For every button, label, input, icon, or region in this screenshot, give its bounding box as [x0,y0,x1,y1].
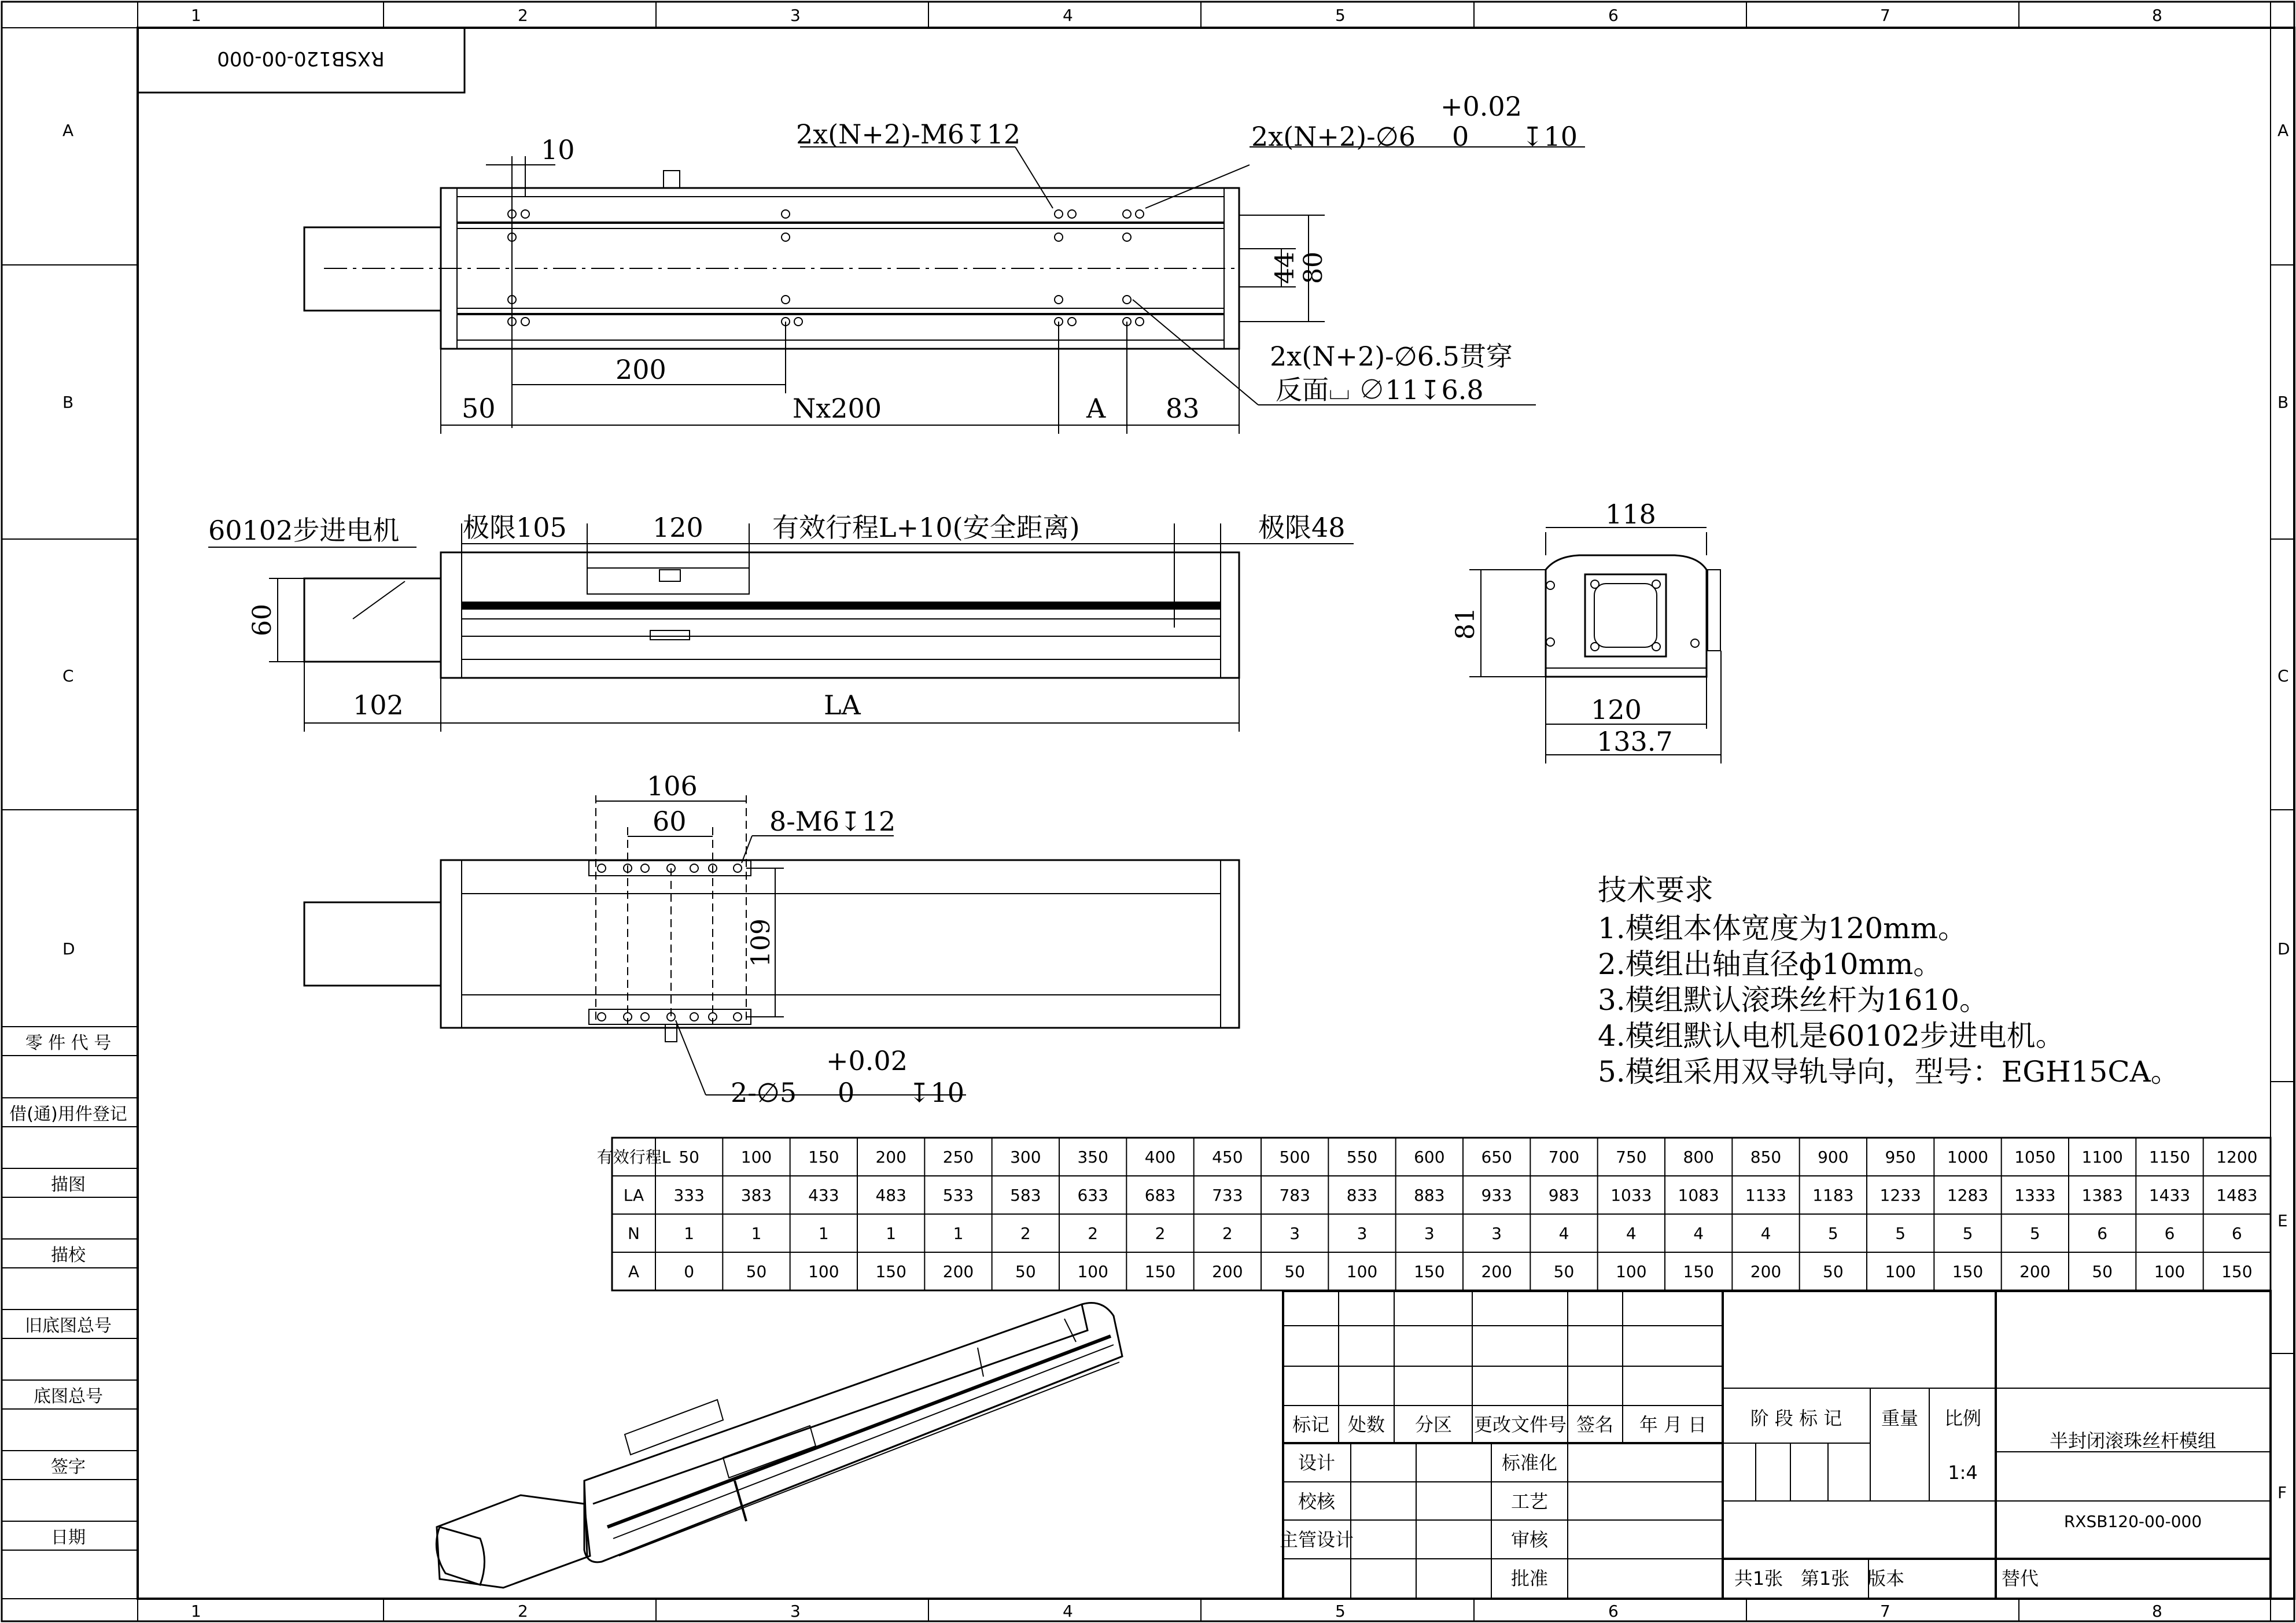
margin-label: 旧底图总号 [25,1316,112,1336]
m6-note: 8-M6↧12 [769,806,896,837]
inner-border [138,28,2294,1599]
tolerance: +0.02 [826,1045,908,1076]
sign-label: 主管设计 [1279,1529,1354,1551]
isometric-view [436,1303,1122,1588]
dim-120: 120 [653,512,703,543]
tech-item: 3.模组默认滚珠丝杆为1610。 [1598,983,1988,1017]
table-cell: 2 [1155,1224,1166,1243]
table-cell: 850 [1750,1148,1782,1167]
table-cell: 683 [1144,1186,1176,1205]
col-label: 8 [2152,1602,2162,1621]
motor-label: 60102步进电机 [208,515,400,546]
tech-item: 2.模组出轴直径ф10mm。 [1598,947,1943,981]
rev-header: 签名 [1576,1414,1614,1436]
table-cell: 50 [1015,1262,1036,1281]
through-note: 2x(N+2)-∅6.5贯穿 [1270,341,1513,372]
table-cell: 950 [1885,1148,1916,1167]
col-label: 2 [518,1602,528,1621]
table-cell: 483 [875,1186,906,1205]
table-cell: 833 [1346,1186,1378,1205]
left-margin-block [2,1027,138,1550]
rev-header: 更改文件号 [1473,1414,1567,1436]
dim-106: 106 [647,770,698,802]
table-cell: 6 [2164,1224,2175,1243]
table-cell: 0 [684,1262,695,1281]
table-cell: 100 [1885,1262,1916,1281]
table-row-label: N [628,1224,640,1243]
col-label: 3 [790,6,801,25]
scale-value: 1:4 [1948,1462,1978,1484]
table-row-label: A [628,1262,640,1281]
sheets-total: 共1张 [1734,1567,1783,1589]
part-name: 半封闭滚珠丝杆模组 [2049,1430,2217,1452]
table-cell: 583 [1010,1186,1041,1205]
tolerance: +0.02 [1440,91,1522,122]
row-label: C [62,666,74,685]
bottom-motor [304,902,441,986]
table-cell: 3 [1491,1224,1502,1243]
tech-requirements [1598,873,2180,1089]
table-cell: 100 [1346,1262,1378,1281]
limit-right: 极限48 [1258,512,1346,543]
table-cell: 6 [2097,1224,2108,1243]
table-cell: 333 [673,1186,705,1205]
tech-title: 技术要求 [1598,873,1713,907]
margin-label: 描校 [51,1245,86,1266]
row-labels [62,121,2290,1502]
table-cell: 3 [1424,1224,1435,1243]
col-label: 1 [191,1602,201,1621]
table-cell: 150 [1952,1262,1984,1281]
table-cell: 700 [1548,1148,1580,1167]
table-cell: 100 [2154,1262,2186,1281]
rotated-drawing-number: RXSB120-00-000 [217,47,385,70]
col-label: 4 [1063,1602,1073,1621]
table-cell: 1100 [2081,1148,2123,1167]
table-cell: 1033 [1610,1186,1652,1205]
col-label: 3 [790,1602,801,1621]
col-label: 6 [1608,6,1619,25]
dim-81: 81 [1451,607,1480,640]
table-cell: 150 [1683,1262,1714,1281]
dim-la: LA [824,689,861,721]
table-cell: 200 [1212,1262,1243,1281]
tech-item: 5.模组采用双导轨导向，型号：EGH15CA。 [1598,1055,2180,1089]
bottom-body [441,860,1239,1028]
column-labels [191,6,2162,1621]
drawing-number: RXSB120-00-000 [2063,1512,2202,1531]
table-cell: 5 [2029,1224,2040,1243]
table-cell: 350 [1077,1148,1108,1167]
table-cell: 300 [1010,1148,1041,1167]
table-cell: 4 [1760,1224,1771,1243]
table-cell: 200 [875,1148,906,1167]
scale-label: 比例 [1944,1407,1982,1429]
table-cell: 550 [1346,1148,1378,1167]
top-view [304,91,1585,434]
table-cell: 650 [1481,1148,1512,1167]
sheet-number: 第1张 [1800,1567,1850,1589]
table-cell: 1 [886,1224,897,1243]
margin-label: 日期 [51,1528,86,1548]
table-cell: 150 [808,1148,839,1167]
pin-depth: ↧10 [1521,121,1578,152]
dim-10: 10 [541,134,575,165]
col-label: 7 [1880,1602,1890,1621]
table-cell: 50 [1284,1262,1305,1281]
row-label: C [2277,666,2289,685]
table-cell: 1 [953,1224,964,1243]
table-cell: 800 [1683,1148,1714,1167]
table-cell: 50 [1823,1262,1844,1281]
col-label: 1 [191,6,201,25]
column-ticks [384,2,2019,1621]
limit-left: 极限105 [463,512,567,543]
table-cell: 600 [1414,1148,1445,1167]
dim-200: 200 [616,354,666,385]
dim-60: 60 [653,806,687,837]
sign-label: 审核 [1510,1529,1549,1551]
outer-border [2,2,2294,1621]
table-cell: 983 [1548,1186,1580,1205]
dim-109: 109 [746,919,776,967]
side-motor [304,578,441,662]
row-label: B [2277,393,2289,412]
pin-note: 2-∅5 [731,1077,797,1108]
table-cell: 1383 [2081,1186,2123,1205]
table-cell: 1 [818,1224,829,1243]
dim-50: 50 [462,393,496,424]
row-label: E [2277,1211,2288,1230]
table-row-label: 有效行程L [596,1148,671,1167]
table-cell: 2 [1088,1224,1099,1243]
table-cell: 50 [2092,1262,2113,1281]
rev-header: 年 月 日 [1639,1414,1707,1436]
table-cell: 100 [808,1262,839,1281]
dim-83: 83 [1166,393,1200,424]
table-row-label: LA [623,1186,644,1205]
table-cell: 1183 [1812,1186,1854,1205]
table-cell: 1333 [2014,1186,2056,1205]
rev-header: 处数 [1347,1414,1385,1436]
col-label: 7 [1880,6,1890,25]
margin-label: 描图 [51,1175,86,1195]
table-cell: 500 [1279,1148,1310,1167]
row-label: D [62,939,75,958]
rev-header: 分区 [1414,1414,1453,1436]
tolerance-zero: 0 [1452,121,1469,152]
margin-label: 借(通)用件登记 [9,1104,127,1124]
table-cell: 3 [1357,1224,1368,1243]
dim-44: 44 [1270,252,1300,284]
replace-label: 替代 [2001,1567,2039,1589]
sign-label: 工艺 [1510,1491,1549,1513]
dim-118: 118 [1605,499,1656,530]
sign-label: 校核 [1298,1491,1336,1513]
table-cell: 200 [2019,1262,2051,1281]
table-cell: 1433 [2148,1186,2191,1205]
dim-133-7: 133.7 [1597,726,1673,757]
table-cell: 250 [942,1148,974,1167]
table-cell: 1233 [1879,1186,1921,1205]
table-cell: 200 [1750,1262,1782,1281]
table-cell: 200 [942,1262,974,1281]
table-cell: 150 [2221,1262,2253,1281]
table-cell: 50 [1553,1262,1575,1281]
dim-80: 80 [1299,252,1328,284]
table-cell: 1050 [2014,1148,2056,1167]
table-cell: 900 [1818,1148,1849,1167]
sign-label: 设计 [1298,1452,1336,1474]
table-cell: 450 [1212,1148,1243,1167]
back-note: 反面⌴ ∅11↧6.8 [1276,374,1484,405]
table-cell: 733 [1212,1186,1243,1205]
table-cell: 150 [875,1262,906,1281]
margin-label: 底图总号 [34,1386,103,1407]
title-block [1280,1291,2271,1599]
m6-note: 2x(N+2)-M6↧12 [796,119,1021,150]
table-cell: 150 [1144,1262,1176,1281]
bottom-view [304,770,1239,1108]
weight-label: 重量 [1881,1407,1919,1429]
table-cell: 5 [1827,1224,1838,1243]
table-cell: 383 [740,1186,772,1205]
rev-header: 标记 [1292,1414,1330,1436]
dim-60: 60 [248,604,277,636]
dim-102: 102 [353,689,404,721]
row-label: A [2277,121,2289,140]
table-cell: 1000 [1947,1148,1989,1167]
table-cell: 1083 [1678,1186,1719,1205]
table-cell: 200 [1481,1262,1512,1281]
table-cell: 400 [1144,1148,1176,1167]
table-cell: 100 [1616,1262,1647,1281]
col-label: 2 [518,6,528,25]
row-label: A [62,121,74,140]
col-label: 8 [2152,6,2162,25]
table-cell: 1483 [2216,1186,2258,1205]
row-label: B [62,393,74,412]
dim-120: 120 [1591,694,1642,725]
version-label: 版本 [1867,1567,1905,1589]
table-cell: 783 [1279,1186,1310,1205]
table-cell: 1133 [1745,1186,1787,1205]
table-cell: 100 [1077,1262,1108,1281]
table-cell: 50 [679,1148,699,1167]
table-cell: 933 [1481,1186,1512,1205]
sign-label: 标准化 [1501,1452,1558,1474]
tech-item: 4.模组默认电机是60102步进电机。 [1598,1019,2065,1053]
row-label: D [2277,939,2290,958]
col-label: 4 [1063,6,1073,25]
sign-label: 批准 [1510,1567,1549,1589]
table-cell: 1 [684,1224,695,1243]
side-view [208,512,1354,732]
tech-item: 1.模组本体宽度为120mm。 [1598,912,1967,945]
table-cell: 5 [1895,1224,1906,1243]
pin-note: 2x(N+2)-∅6 [1251,121,1416,152]
table-cell: 533 [942,1186,974,1205]
table-cell: 750 [1616,1148,1647,1167]
end-view [1451,499,1721,763]
col-label: 5 [1335,6,1346,25]
margin-label: 零 件 代 号 [25,1033,112,1053]
tolerance-zero: 0 [838,1077,855,1108]
table-cell: 883 [1414,1186,1445,1205]
dim-a: A [1086,393,1106,424]
table-cell: 1 [751,1224,762,1243]
parameter-table [597,1138,2271,1290]
col-label: 6 [1608,1602,1619,1621]
margin-label: 签字 [51,1457,86,1477]
col-label: 5 [1335,1602,1346,1621]
stroke-label: 有效行程L+10(安全距离) [772,512,1080,543]
pin-depth: ↧10 [908,1077,965,1108]
table-cell: 3 [1289,1224,1300,1243]
table-cell: 4 [1626,1224,1637,1243]
table-cell: 1283 [1947,1186,1989,1205]
table-cell: 633 [1077,1186,1108,1205]
table-cell: 6 [2231,1224,2242,1243]
table-cell: 433 [808,1186,839,1205]
table-cell: 2 [1222,1224,1233,1243]
table-cell: 4 [1558,1224,1569,1243]
table-cell: 50 [746,1262,767,1281]
dim-nx200: Nx200 [793,393,882,424]
table-cell: 2 [1020,1224,1031,1243]
row-label: F [2277,1483,2287,1502]
stage-label: 阶 段 标 记 [1750,1407,1842,1429]
table-cell: 4 [1693,1224,1704,1243]
table-cell: 150 [1414,1262,1445,1281]
table-cell: 1150 [2148,1148,2191,1167]
table-cell: 100 [740,1148,772,1167]
table-cell: 5 [1962,1224,1973,1243]
table-cell: 1200 [2216,1148,2258,1167]
